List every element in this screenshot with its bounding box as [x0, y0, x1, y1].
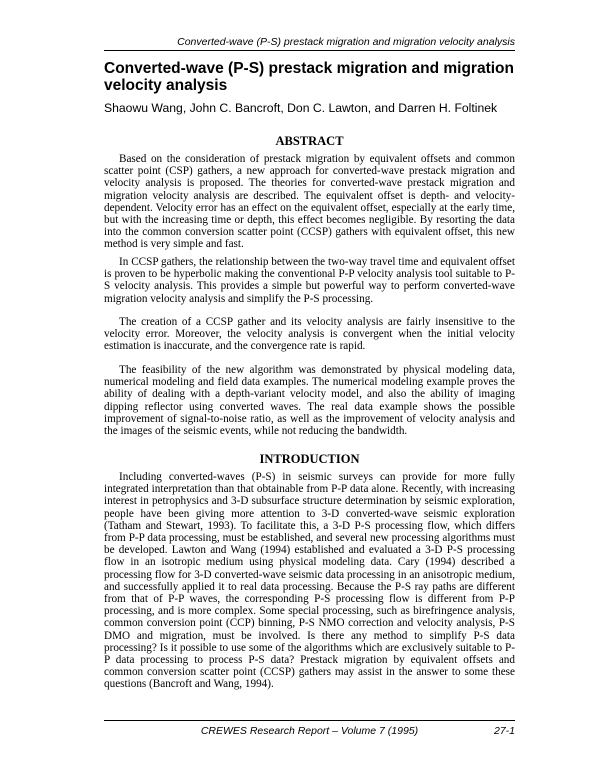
introduction-paragraph-1: Including converted-waves (P-S) in seismic surveys can provide for more fully integrated interpretation than that obtainable from P-P data alone. Recently, with increasing interest in petrophysics and 3-D subsurface structure determination by seismic exploration, people have been giving more attention to 3-D converted-wave seismic exploration (Tatham and Stewart, 1993). To facilitate this, a 3-D P-S processing flow, which differs from P-P data processing, must be established, and several new processing algorithms must be developed. Lawton and Wang (1994) established and evaluated a 3-D P-S processing flow in an isotropic medium using physical modeling data. Cary (1994) described a processing flow for 3-D converted-wave seismic data processing in an anisotropic medium, and successfully applied it to real data processing. Because the P-S ray paths are different from that of P-P waves, the corresponding P-S processing flow is different from P-P processing, and is more complex. Some special processing, such as birefringence analysis, common conversion point (CCP) binning, P-S NMO correction and velocity analysis, P-S DMO and migration, must be involved. Is there any method to simplify P-S data processing? Is it possible to use some of the algorithms which are exclusively suitable to P-P data processing to process P-S data? Prestack migration by equivalent offsets and common conversion scatter point (CCSP) gathers may assist in the answer to some these questions (Bancroft and Wang, 1994).: [104, 471, 515, 691]
abstract-paragraph-4: The feasibility of the new algorithm was demonstrated by physical modeling data, numerical modeling and field data examples. The numerical modeling example proves the ability of dealing with a depth-variant velocity model, and also the ability of imaging dipping reflector using converted waves. The real data example shows the possible improvement of signal-to-noise ratio, as well as the improvement of velocity analysis and the images of the seismic events, while not reducing the bandwidth.: [104, 364, 515, 438]
page-footer: [104, 720, 515, 737]
report-citation: CREWES Research Report – Volume 7 (1995): [200, 725, 419, 737]
abstract-paragraph-1: Based on the consideration of prestack migration by equivalent offsets and common scatter point (CSP) gathers, a new approach for converted-wave prestack migration and velocity analysis is proposed. The theories for converted-wave prestack migration and migration velocity analysis are described. The equivalent offset is depth- and velocity-dependent. Velocity error has an effect on the equivalent offset, especially at the early time, but with the increasing time or depth, this effect becomes negligible. By resorting the data into the common conversion scatter point (CCSP) gathers with equivalent offset, this new method is very simple and fast.: [104, 153, 515, 251]
abstract-paragraph-2: In CCSP gathers, the relationship between the two-way travel time and equivalent offset is proven to be hyperbolic making the conventional P-P velocity analysis tool suitable to P-S velocity analysis. This provides a simple but powerful way to perform converted-wave migration velocity analysis and simplify the P-S processing.: [104, 256, 515, 305]
author-list: Shaowu Wang, John C. Bancroft, Don C. Lawton, and Darren H. Foltinek: [104, 101, 498, 115]
abstract-paragraph-3: The creation of a CCSP gather and its velocity analysis are fairly insensitive to the velocity error. Moreover, the velocity analysis is convergent when the initial velocity estimation is inaccurate, and the convergence rate is rapid.: [104, 316, 515, 353]
page-number: 27-1: [493, 725, 515, 737]
running-header: Converted-wave (P-S) prestack migration and migration velocity analysis: [104, 36, 515, 51]
introduction-heading: INTRODUCTION: [259, 452, 360, 466]
abstract-heading: ABSTRACT: [275, 134, 344, 148]
paper-title: Converted-wave (P-S) prestack migration and migration velocity analysis: [104, 60, 514, 94]
